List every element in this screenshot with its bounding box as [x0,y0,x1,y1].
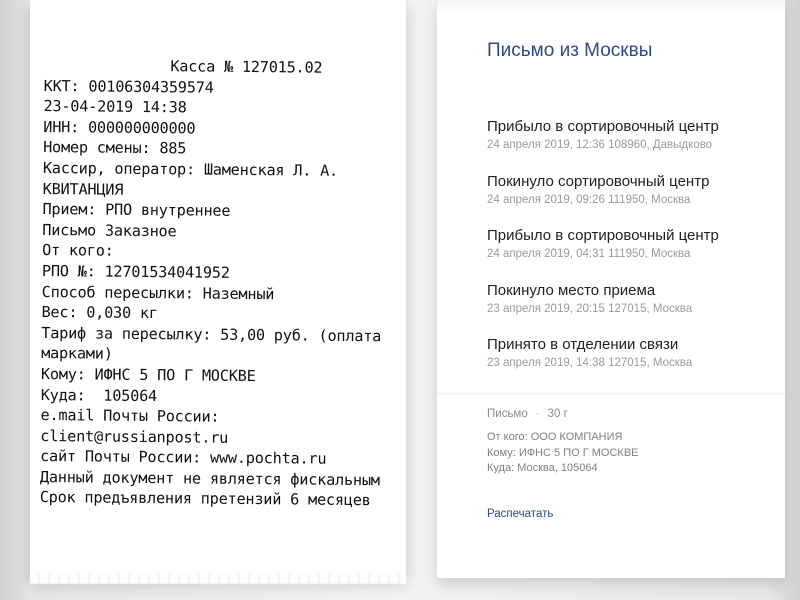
event-details: 23 апреля 2019, 20:15 127015, Москва [487,302,693,315]
event-details: 23 апреля 2019, 14:38 127015, Москва [487,357,693,369]
receipt-cashier: Кассир, оператор: Шаменская Л. А. [42,158,339,180]
receipt-inn: ИНН: 000000000000 [43,117,196,138]
tracking-event [487,335,777,390]
receipt-text [40,55,399,511]
shipment-sender: От кого: ООО КОМПАНИЯ [487,431,623,443]
event-status: Принято в отделении связи [487,336,679,353]
receipt-torn-edge [30,574,406,584]
shipment-weight: 30 г [547,408,568,420]
receipt-email-label: e.mail Почты России: [40,406,220,426]
event-details: 24 апреля 2019, 09:26 111950, Москва [487,193,691,206]
receipt-shipping-method: Способ пересылки: Наземный [41,282,275,303]
tracking-event [487,117,777,172]
receipt-reception: Прием: РПО внутреннее [42,200,231,220]
shipment-type-weight [487,408,777,420]
receipt-heading: КВИТАНЦИЯ [42,179,124,199]
card-top-strip [437,0,785,14]
tracking-events-list [487,117,777,390]
receipt-email: client@russianpost.ru [40,426,229,447]
receipt-kkt: ККТ: 00106304359574 [43,76,214,97]
receipt-datetime: 23-04-2019 14:38 [43,97,187,117]
receipt-claims-term: Срок предъявления претензий 6 месяцев [39,488,371,510]
event-details: 24 апреля 2019, 12:36 108960, Давыдково [487,139,713,151]
tracking-title: Письмо из Москвы [487,40,653,61]
shipment-summary [487,408,777,477]
separator-dot: · [535,408,540,420]
receipt-from: От кого: [42,241,114,261]
event-status: Прибыло в сортировочный центр [487,118,719,135]
event-status: Покинуло место приема [487,281,656,299]
event-status: Прибыло в сортировочный центр [487,227,719,244]
receipt-tariff: Тариф за пересылку: 53,00 руб. (оплата марками) [41,323,382,363]
receipt-to: Кому: ИФНС 5 ПО Г МОСКВЕ [40,364,256,385]
receipt-weight: Вес: 0,030 кг [41,303,158,323]
receipt-item-type: Письмо Заказное [42,220,177,241]
tracking-card [437,0,785,578]
shipment-recipient: Кому: ИФНС 5 ПО Г МОСКВЕ [487,446,639,459]
receipt-rpo-number: РПО №: 12701534041952 [41,261,230,282]
receipt-website: сайт Почты России: www.pochta.ru [40,447,327,469]
receipt-destination: Куда: 105064 [40,385,158,405]
receipt-register-number: Касса № 127015.02 [170,57,323,77]
tracking-event [487,172,777,227]
print-link[interactable]: Распечатать [487,508,554,520]
shipment-type: Письмо [487,408,528,420]
shipment-destination: Куда: Москва, 105064 [487,462,598,474]
tracking-event [487,226,777,281]
event-status: Покинуло сортировочный центр [487,172,710,190]
tracking-event [487,281,777,336]
summary-divider [437,393,785,394]
receipt-disclaimer: Данный документ не является фискальным [39,467,380,490]
event-details: 24 апреля 2019, 04:31 111950, Москва [487,248,691,260]
receipt-shift: Номер смены: 885 [43,138,187,158]
